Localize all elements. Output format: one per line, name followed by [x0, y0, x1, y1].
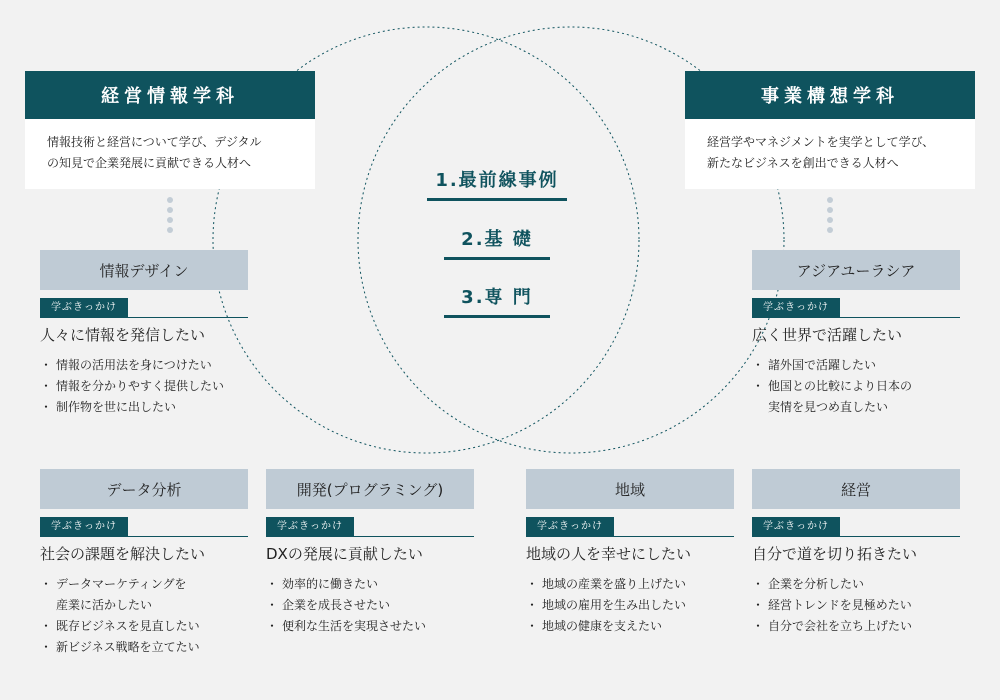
topic-title: 地域	[526, 469, 734, 509]
list-item: ・ データマーケティングを 産業に活かしたい	[40, 574, 248, 616]
dept-business-concept-title: 事業構想学科	[685, 71, 975, 119]
list-item: ・ 制作物を世に出したい	[40, 397, 248, 418]
motivation-tag: 学ぶきっかけ	[40, 298, 128, 317]
list-item: ・ 企業を分析したい	[752, 574, 960, 595]
topic-points	[526, 574, 734, 637]
venn-item-label: 1.最前線事例	[435, 170, 559, 191]
topic-asia-eurasia	[752, 250, 960, 418]
tag-row	[266, 517, 474, 537]
motivation-tag: 学ぶきっかけ	[526, 517, 614, 536]
list-item: ・ 諸外国で活躍したい	[752, 355, 960, 376]
list-item: ・ 既存ビジネスを見直したい	[40, 616, 248, 637]
topic-motto: 人々に情報を発信したい	[40, 326, 206, 344]
topic-points	[40, 355, 248, 418]
description-line: 情報技術と経営について学び、デジタル	[47, 135, 262, 149]
description-line: 新たなビジネスを創出できる人材へ	[707, 156, 899, 170]
list-item: ・ 他国との比較により日本の 実情を見つめ直したい	[752, 376, 960, 418]
topic-info-design	[40, 250, 248, 418]
list-item: ・ 自分で会社を立ち上げたい	[752, 616, 960, 637]
topic-title: データ分析	[40, 469, 248, 509]
topic-title: 情報デザイン	[40, 250, 248, 290]
dept-management-info-description	[25, 119, 315, 189]
venn-item-basics	[444, 227, 550, 260]
list-item: ・ 情報の活用法を身につけたい	[40, 355, 248, 376]
tag-row	[526, 517, 734, 537]
venn-item-label: 3.専 門	[461, 287, 533, 308]
venn-item-label: 2.基 礎	[461, 229, 533, 250]
description-line: 経営学やマネジメントを実学として学び、	[707, 135, 935, 149]
motivation-tag: 学ぶきっかけ	[40, 517, 128, 536]
list-item: ・ 便利な生活を実現させたい	[266, 616, 474, 637]
list-item: ・ 地域の健康を支えたい	[526, 616, 734, 637]
topic-region	[526, 469, 734, 637]
list-item: ・ 経営トレンドを見極めたい	[752, 595, 960, 616]
list-item: ・ 新ビジネス戦略を立てたい	[40, 637, 248, 658]
list-item: ・ 情報を分かりやすく提供したい	[40, 376, 248, 397]
tag-row	[40, 517, 248, 537]
topic-points	[266, 574, 474, 637]
topic-motto: 自分で道を切り拓きたい	[752, 545, 918, 563]
tag-row	[40, 298, 248, 318]
venn-item-underline	[444, 315, 550, 318]
motivation-tag: 学ぶきっかけ	[266, 517, 354, 536]
list-item: ・ 効率的に働きたい	[266, 574, 474, 595]
topic-motto: 地域の人を幸せにしたい	[526, 545, 692, 563]
list-item: ・ 地域の産業を盛り上げたい	[526, 574, 734, 595]
list-item: ・ 企業を成長させたい	[266, 595, 474, 616]
topic-title: 開発(プログラミング)	[266, 469, 474, 509]
dept-business-concept-description	[685, 119, 975, 189]
motivation-tag: 学ぶきっかけ	[752, 298, 840, 317]
topic-motto: 社会の課題を解決したい	[40, 545, 206, 563]
description-line: の知見で企業発展に貢献できる人材へ	[47, 156, 252, 170]
venn-item-frontline	[427, 168, 567, 201]
topic-motto: DXの発展に貢献したい	[266, 545, 423, 563]
topic-title: アジアユーラシア	[752, 250, 960, 290]
tag-row	[752, 298, 960, 318]
topic-data-analysis	[40, 469, 248, 658]
venn-item-underline	[444, 257, 550, 260]
motivation-tag: 学ぶきっかけ	[752, 517, 840, 536]
topic-points	[752, 574, 960, 637]
topic-title: 経営	[752, 469, 960, 509]
topic-points	[752, 355, 960, 418]
topic-points	[40, 574, 248, 658]
venn-item-specialty	[444, 285, 550, 318]
venn-item-underline	[427, 198, 567, 201]
topic-management	[752, 469, 960, 637]
dept-management-info-title: 経営情報学科	[25, 71, 315, 119]
connector-dots-left	[167, 197, 173, 237]
topic-motto: 広く世界で活躍したい	[752, 326, 903, 344]
tag-row	[752, 517, 960, 537]
topic-programming	[266, 469, 474, 637]
list-item: ・ 地域の雇用を生み出したい	[526, 595, 734, 616]
connector-dots-right	[827, 197, 833, 237]
